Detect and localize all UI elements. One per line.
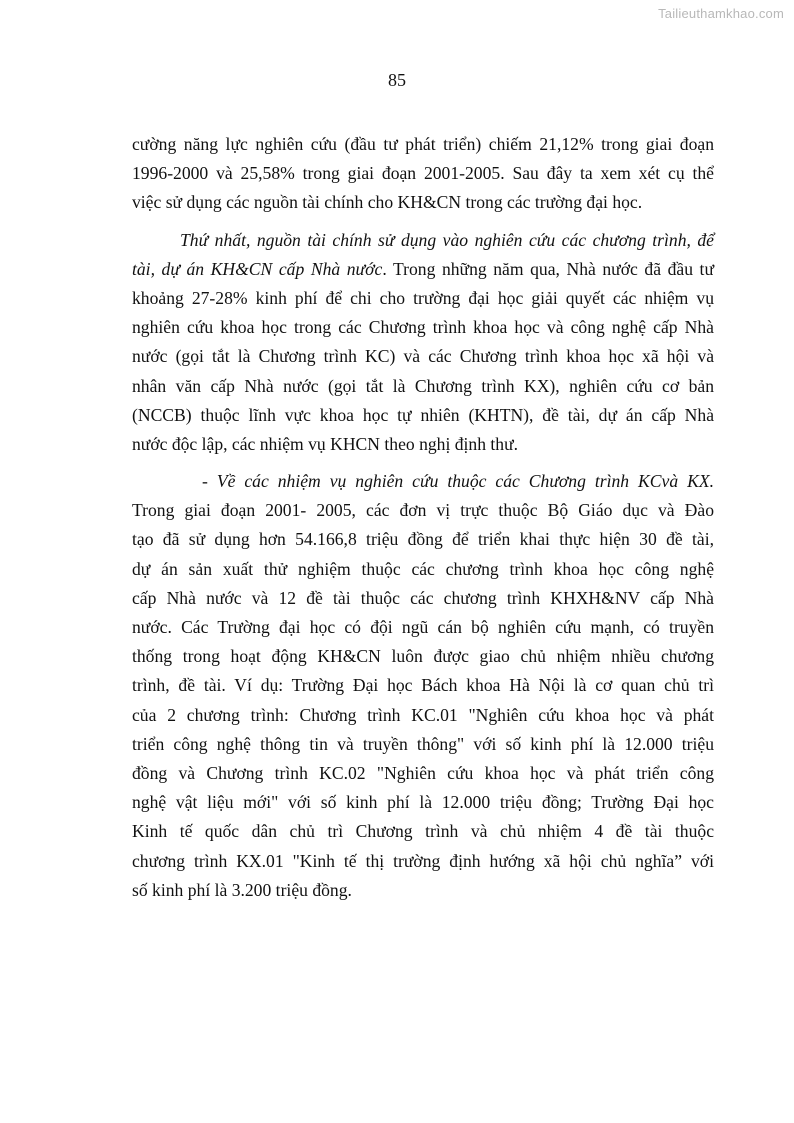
text-line: thống trong hoạt động KH&CN luôn được giao chủ nhiệm nhiều chương: [132, 646, 714, 667]
text-line: số kinh phí là 3.200 triệu đồng.: [132, 879, 352, 900]
text-line: Trong giai đoạn 2001- 2005, các đơn vị trực thuộc Bộ Giáo dục và Đào: [132, 500, 714, 521]
italic-heading: - Về các nhiệm vụ nghiên cứu thuộc các Chương trình KCvà KX.: [202, 471, 714, 492]
text-line: chương trình KX.01 "Kinh tế thị trường định hướng xã hội chủ nghĩa” với: [132, 850, 714, 871]
text-line: Kinh tế quốc dân chủ trì Chương trình và chủ nhiệm 4 đề tài thuộc: [132, 821, 714, 842]
text-line: nước (gọi tắt là Chương trình KC) và các Chương trình khoa học xã hội và: [132, 346, 714, 367]
text-line: (NCCB) thuộc lĩnh vực khoa học tự nhiên (KHTN), đề tài, dự án cấp Nhà: [132, 404, 714, 425]
text-line: nước độc lập, các nhiệm vụ KHCN theo nghị định thư.: [132, 433, 519, 454]
italic-heading: tài, dự án KH&CN cấp Nhà nước: [132, 258, 383, 279]
text-line: [132, 467, 714, 496]
text-run: . Trong những năm qua, Nhà nước đã đầu tư: [382, 258, 714, 279]
italic-heading: Thứ nhất, nguồn tài chính sử dụng vào nghiên cứu các chương trình, để: [180, 229, 714, 250]
page-number: 85: [388, 70, 406, 90]
text-line: khoảng 27-28% kinh phí để chi cho trường đại học giải quyết các nhiệm vụ: [132, 287, 714, 308]
text-line: nước. Các Trường đại học có đội ngũ cán bộ nghiên cứu mạnh, có truyền: [132, 617, 714, 637]
text-line: trình, đề tài. Ví dụ: Trường Đại học Bách khoa Hà Nội là cơ quan chủ trì: [132, 675, 714, 696]
text-line: 1996-2000 và 25,58% trong giai đoạn 2001-2005. Sau đây ta xem xét cụ thể: [132, 163, 714, 184]
text-line: cấp Nhà nước và 12 đề tài thuộc các chương trình KHXH&NV cấp Nhà: [132, 587, 714, 608]
text-line: tạo đã sử dụng hơn 54.166,8 triệu đồng để triển khai thực hiện 30 đề tài,: [132, 529, 714, 550]
text-line: cường năng lực nghiên cứu (đầu tư phát triển) chiếm 21,12% trong giai đoạn: [132, 134, 714, 154]
watermark: Tailieuthamkhao.com: [658, 6, 784, 21]
text-line: nghệ vật liệu mới" với số kinh phí là 12.000 triệu đồng; Trường Đại học: [132, 792, 714, 813]
text-line: [132, 255, 714, 284]
text-line: nghiên cứu khoa học trong các Chương trình khoa học và công nghệ cấp Nhà: [132, 317, 714, 338]
paragraph-2: [132, 226, 714, 460]
paragraph-3: [132, 467, 714, 905]
text-line: [132, 226, 714, 255]
paragraph-1: [132, 130, 714, 218]
text-line: của 2 chương trình: Chương trình KC.01 "Nghiên cứu khoa học và phát: [132, 704, 714, 725]
text-line: triển công nghệ thông tin và truyền thông" với số kinh phí là 12.000 triệu: [132, 733, 714, 754]
text-line: đồng và Chương trình KC.02 "Nghiên cứu khoa học và phát triển công: [132, 762, 714, 783]
text-line: nhân văn cấp Nhà nước (gọi tắt là Chương trình KX), nghiên cứu cơ bản: [132, 375, 714, 396]
text-line: việc sử dụng các nguồn tài chính cho KH&CN trong các trường đại học.: [132, 192, 643, 213]
document-body: [132, 130, 714, 905]
text-line: dự án sản xuất thử nghiệm thuộc các chương trình khoa học công nghệ: [132, 558, 714, 579]
